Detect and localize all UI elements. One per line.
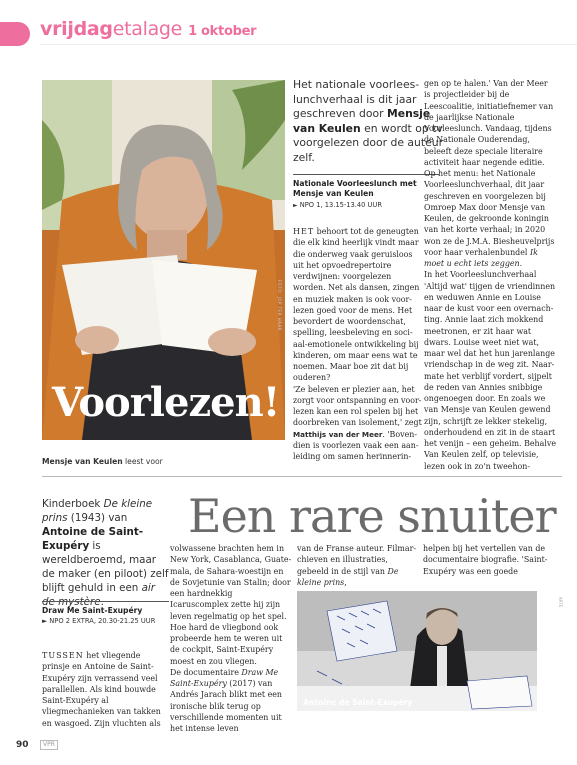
article2-column-1 <box>42 650 168 729</box>
quoted-person: Matthijs van der Meer <box>293 429 383 439</box>
paragraph-text: van de Franse auteur. Filmarchieven en illustraties, gebeeld in de stijl van <box>297 544 417 576</box>
paragraph-text: (2017) van Andrés Jarach blikt met een ironische blik terug op verschillende momenten uit het intense leven <box>170 679 282 733</box>
intro-text: is wereldberoemd, maar de maker (en piloot) zelf blijft gehuld in een <box>42 540 169 594</box>
paragraph <box>423 543 555 577</box>
paragraph-text: 'Ze beleven er plezier aan, het zorgt voor ontspanning en voorlezen kan een rol spelen bij het doorbreken van isolement,' zegt <box>293 384 422 428</box>
article2-column-2 <box>170 543 292 734</box>
article-photo-mensje <box>42 80 285 440</box>
film-title: Draw Me Saint-Exupéry <box>170 667 279 688</box>
intro-text-b: en wordt op tv voorgelezen door de auteur zelf. <box>293 121 444 164</box>
paragraph-text: . 'Bovendien is voorlezen vaak een aanleiding om samen herinnerin- <box>293 429 419 461</box>
article2-column-4 <box>423 543 555 577</box>
photo-credit-2: ARTE <box>558 597 563 608</box>
play-icon: ► <box>42 617 48 625</box>
section-name-bold: vrijdag <box>40 18 113 40</box>
tv-listing-schedule-line <box>42 617 169 625</box>
article2-column-3 <box>297 543 417 588</box>
paragraph-text: . <box>519 259 523 268</box>
article-column-2 <box>424 78 556 472</box>
photo-caption-2: Antoine de Saint-Exupéry <box>303 698 413 707</box>
intro-text: . <box>100 596 104 608</box>
paragraph <box>170 667 292 735</box>
dropcap: TUSSEN <box>42 651 84 660</box>
paragraph-text: In het Voorleeslunchverhaal 'Altijd wat' tijgen de vriendinnen en weduwen Annie en Louise naar de kust voor een overnachting. Annie laat zich mokkend meetronen, er zit haar wat dwars. Louise weet niet wat, maar wel dat het hun jarenlange vriendschap in de weg zit. Naarmate het verblijf vordert, sijpelt de reden van Annies snibbige ongenoegen door. En zoals we van Mensje van Keulen gewend zijn, schrijft ze lekker stekelig, onderhoudend en zit in de staart het venijn – een geheim. Behalve Van Keulen zelf, op televisie, lezen ook in zo'n tweehon- <box>424 270 556 471</box>
paragraph <box>424 78 556 269</box>
paragraph <box>297 543 417 588</box>
paragraph <box>170 543 292 667</box>
play-icon: ► <box>293 202 298 209</box>
article-photo-saint-exupery <box>297 591 537 711</box>
tv-listing-title: Nationale Voorleeslunch met Mensje van Keulen <box>293 179 417 198</box>
issue-date: 1 oktober <box>188 24 257 39</box>
tv-listing-2 <box>42 601 169 625</box>
publisher-logo: VPR <box>40 740 58 750</box>
tv-listing-schedule: NPO 1, 13.15-13.40 UUR <box>299 201 382 209</box>
paragraph <box>424 269 556 472</box>
tv-listing-title: Draw Me Saint-Exupéry <box>42 606 143 615</box>
article-column-1 <box>293 226 423 462</box>
intro-italic: air de mystère <box>42 582 156 608</box>
section-tab <box>0 22 30 46</box>
paragraph-text: , <box>344 577 347 587</box>
article2-intro <box>42 497 169 609</box>
section-name-light: etalage <box>112 18 183 40</box>
page-number: 90 <box>16 740 29 750</box>
saint-exupery-illustration <box>297 591 537 711</box>
paragraph-text: behoort tot de geneugten die elk kind heerlijk vindt maar die onderweg vaak geruisloos uit het opvoedrepertoire verdwijnen: voorgelezen worden. Net als dansen, zingen en muziek maken is ook voorlezen goed voor de mens. Het bevordert de woordenschat, spelling, leesbeleving en sociaal-emotionele ontwikkeling bij kinderen, om maar eens wat te noemen. Maar boe zit dat bij ouderen? <box>293 227 420 383</box>
intro-text-a: Het nationale voorleeslunchverhaal is dit jaar geschreven door <box>293 78 420 120</box>
intro-text: (1943) van <box>67 512 128 524</box>
intro-author: Antoine de Saint-Exupéry <box>42 526 144 552</box>
photo-title: Voorlezen! <box>52 379 280 426</box>
paragraph-text: De documentaire <box>170 667 242 677</box>
paragraph <box>293 226 423 384</box>
paragraph-text: volwassene brachten hem in New York, Casablanca, Guatemala, de Sahara-woestijn en de Sovjetunie van Stalin; door een hardnekkig Icaruscomplex zette hij zijn leven regelmatig op het spel. Hoe hard de vliegbond ook probeerde hem te weren uit de cockpit, Saint-Exupéry moest en zou vliegen. <box>170 544 292 666</box>
caption-name: Mensje van Keulen <box>42 457 123 466</box>
intro-text: Kinderboek <box>42 498 104 510</box>
section-header <box>40 18 256 40</box>
paragraph <box>293 384 423 463</box>
photo-caption <box>42 457 163 466</box>
caption-text: leest voor <box>122 457 163 466</box>
paragraph-text: helpen bij het vertellen van de documentaire biografie. 'Saint-Exupéry was een goede <box>423 544 548 576</box>
book-title: De kleine prins <box>297 566 399 587</box>
article-intro <box>293 78 445 165</box>
tv-listing-schedule-line <box>293 201 439 209</box>
dropcap: HET <box>293 227 315 236</box>
header-divider <box>40 44 577 45</box>
tv-listing <box>293 174 439 209</box>
paragraph-text: gen op te halen.' Van der Meer is projectleider bij de Leescoalitie, initiatiefnemer van de jaarlijkse Nationale Voorleeslunch. Vandaag, tijdens de Nationale Ouderendag, beleeft deze speciale literaire activiteit haar negende editie. Op het menu: het Nationale Voorleeslunchverhaal, dit jaar geschreven en voorgelezen bij Omroep Max door Mensje van Keulen, de gekroonde koningin van het korte verhaal; in 2020 won ze de J.M.A. Biesheuvelprijs voor haar verhalenbundel <box>424 79 555 257</box>
paragraph <box>42 650 168 729</box>
tv-listing-schedule: NPO 2 EXTRA, 20.30-21.25 UUR <box>49 617 156 625</box>
book-title: De kleine prins <box>42 498 153 524</box>
article-divider <box>42 476 562 477</box>
article2-headline: Een rare snuiter <box>188 489 556 543</box>
photo-credit: FOTO: JOP TER HAAR <box>277 280 282 331</box>
paragraph-text: het vliegende prinsje en Antoine de Saint-Exupéry zijn verrassend veel parallellen. Als kind bouwde Saint-Exupéry al vliegmechanieken van takken en wasgoed. Zijn vluchten als <box>42 651 161 728</box>
intro-author: Mensje van Keulen <box>293 107 431 135</box>
book-title: Ik moet u echt iets zeggen <box>424 247 538 268</box>
